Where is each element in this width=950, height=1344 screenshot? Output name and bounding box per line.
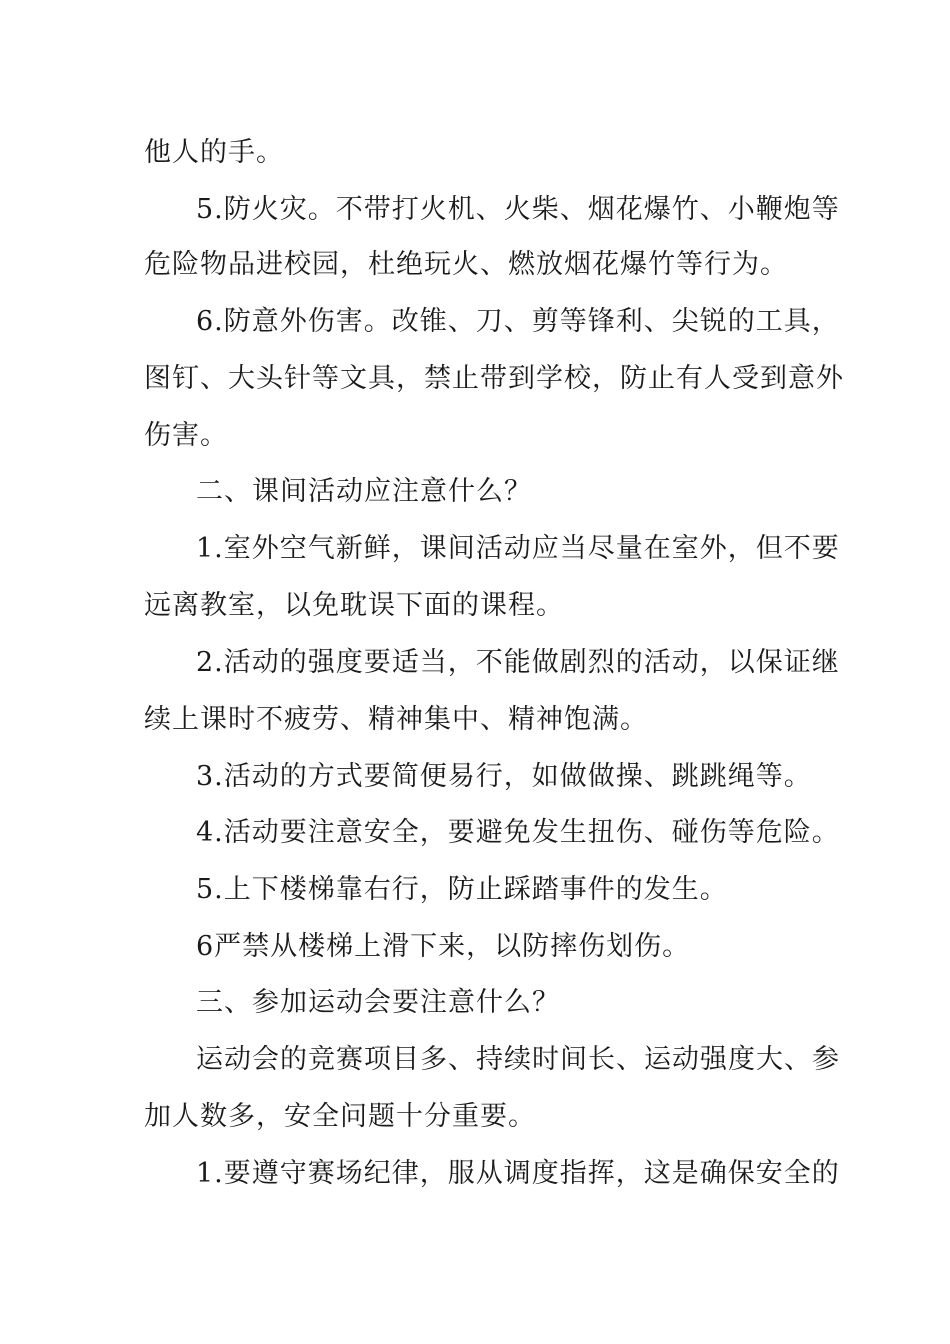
section-heading: 三、参加运动会要注意什么？ xyxy=(196,987,560,1018)
section-heading: 二、课间活动应注意什么？ xyxy=(196,476,532,507)
paragraph-line: 远离教室，以免耽误下面的课程。 xyxy=(144,590,564,621)
paragraph-line: 加人数多，安全问题十分重要。 xyxy=(144,1101,536,1132)
paragraph-line: 6严禁从楼梯上滑下来，以防摔伤划伤。 xyxy=(196,931,691,962)
paragraph-line: 运动会的竞赛项目多、持续时间长、运动强度大、参 xyxy=(196,1044,840,1075)
paragraph-line: 3.活动的方式要简便易行，如做做操、跳跳绳等。 xyxy=(196,761,812,792)
paragraph-line: 5.上下楼梯靠右行，防止踩踏事件的发生。 xyxy=(196,874,728,905)
paragraph-line: 1.要遵守赛场纪律，服从调度指挥，这是确保安全的 xyxy=(196,1158,840,1189)
paragraph-line: 伤害。 xyxy=(144,420,228,451)
paragraph-line: 他人的手。 xyxy=(144,137,284,168)
paragraph-line: 危险物品进校园，杜绝玩火、燃放烟花爆竹等行为。 xyxy=(144,249,788,280)
paragraph-line: 6.防意外伤害。改锥、刀、剪等锋利、尖锐的工具， xyxy=(196,306,840,337)
paragraph-line: 1.室外空气新鲜，课间活动应当尽量在室外，但不要 xyxy=(196,533,840,564)
paragraph-line: 2.活动的强度要适当，不能做剧烈的活动，以保证继 xyxy=(196,647,840,678)
paragraph-line: 5.防火灾。不带打火机、火柴、烟花爆竹、小鞭炮等 xyxy=(196,194,840,225)
paragraph-line: 图钉、大头针等文具，禁止带到学校，防止有人受到意外 xyxy=(144,363,844,394)
paragraph-line: 4.活动要注意安全，要避免发生扭伤、碰伤等危险。 xyxy=(196,817,840,848)
paragraph-line: 续上课时不疲劳、精神集中、精神饱满。 xyxy=(144,704,648,735)
